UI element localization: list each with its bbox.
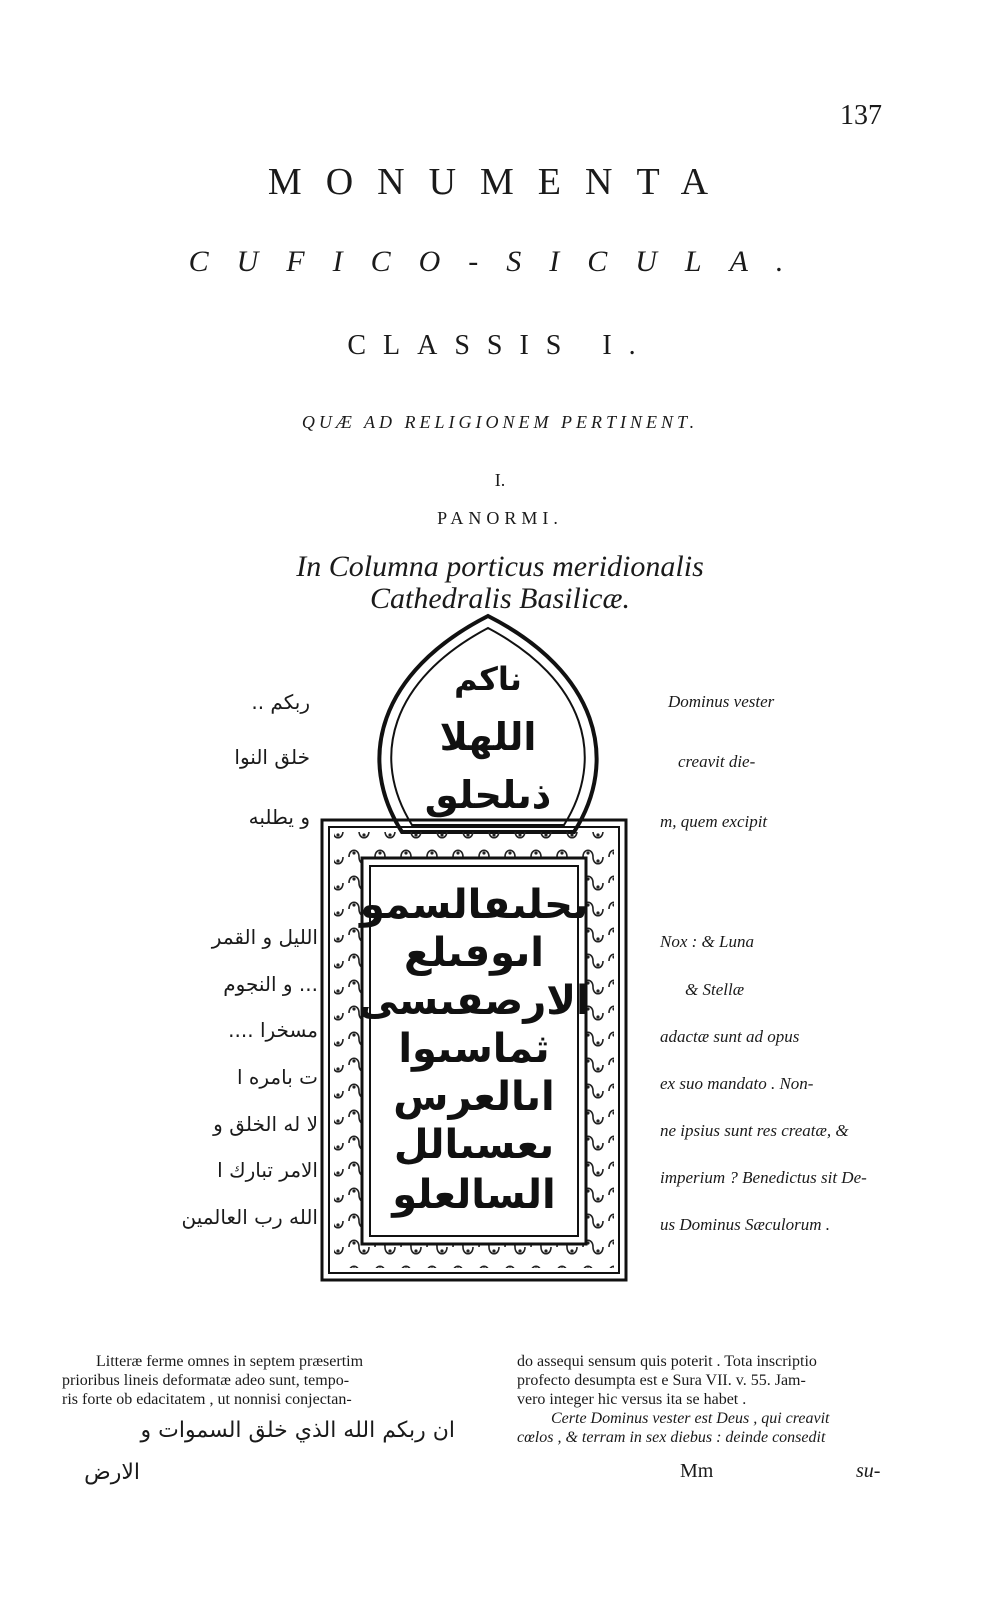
commentary-left — [62, 1352, 477, 1409]
arabic-line: مسخرا .... — [228, 1018, 318, 1042]
item-numeral: I. — [494, 470, 506, 490]
panel-line: ىحلىٯالسمو — [360, 882, 588, 928]
latin-line: & Stellæ — [685, 980, 745, 999]
arabic-line: الليل و القمر — [211, 925, 318, 949]
commentary-line: do assequi sensum quis poterit . Tota inscriptio — [517, 1353, 817, 1370]
latin-line: imperium ? Benedictus sit De- — [660, 1168, 867, 1187]
place-heading: PANORMI. — [437, 508, 563, 528]
commentary-arabic: الارض — [84, 1460, 140, 1485]
latin-line: Dominus vester — [668, 692, 775, 711]
panel-line: السالعلو — [392, 1172, 556, 1218]
arabic-line: و يطلبه — [248, 805, 310, 829]
location-line-2: Cathedralis Basilicæ. — [369, 582, 630, 615]
commentary-right — [517, 1352, 912, 1447]
panel-line: ثماسىوا — [398, 1026, 550, 1072]
arabic-line: الله رب العالمين — [181, 1205, 318, 1229]
commentary-line: ris forte ob edacitatem , ut nonnisi conjectan- — [62, 1391, 352, 1408]
commentary-line: prioribus lineis deformatæ adeo sunt, tempo- — [62, 1372, 350, 1389]
latin-line: m, quem excipit — [660, 812, 768, 831]
arabic-line: ت بامره ا — [237, 1065, 318, 1089]
commentary-line: Certe Dominus vester est Deus , qui creavit — [551, 1410, 830, 1427]
commentary-line: cœlos , & terram in sex diebus : deinde consedit — [517, 1429, 826, 1446]
arch-line: اللهلا — [439, 715, 537, 759]
inscription-drawing — [320, 610, 650, 1330]
page-number: 137 — [840, 100, 882, 131]
commentary-arabic: ان ربكم الله الذي خلق السموات و — [140, 1418, 455, 1443]
section-heading: QUÆ AD RELIGIONEM PERTINENT. — [301, 412, 699, 432]
classis-heading: CLASSIS I. — [347, 330, 653, 361]
arabic-line: ربكم .. — [251, 690, 310, 714]
panel-line: ىعسىالل — [393, 1122, 555, 1168]
panel-line: اىالعرس — [393, 1074, 555, 1120]
page-subtitle: CUFICO-SICULA. — [188, 245, 812, 278]
commentary-line: profecto desumpta est e Sura VII. v. 55. Jam- — [517, 1372, 806, 1389]
latin-line: Nox : & Luna — [660, 932, 754, 951]
arch-line: ناكم — [454, 660, 522, 698]
page-title: MONUMENTA — [267, 161, 733, 203]
panel-line: اىوٯىلع — [404, 930, 544, 976]
catchword: su- — [856, 1460, 881, 1482]
latin-line: ne ipsius sunt res creatæ, & — [660, 1121, 849, 1140]
arabic-line: الامر تبارك ا — [217, 1158, 318, 1182]
arabic-line: ... و النجوم — [223, 972, 318, 996]
arch-line: ذىلحلٯ — [424, 773, 552, 817]
commentary-line: Litteræ ferme omnes in septem præsertim — [96, 1353, 364, 1370]
location-line-1: In Columna porticus meridionalis — [296, 550, 704, 583]
latin-line: us Dominus Sæculorum . — [660, 1215, 831, 1234]
signature-mark: Mm — [680, 1460, 714, 1482]
commentary-line: vero integer hic versus ita se habet . — [517, 1391, 747, 1408]
panel-line: الارصڡىسى — [358, 978, 590, 1024]
latin-line: ex suo mandato . Non- — [660, 1074, 814, 1093]
latin-line: adactæ sunt ad opus — [660, 1027, 800, 1046]
latin-line: creavit die- — [678, 752, 756, 771]
arabic-line: خلق النوا — [234, 745, 310, 769]
arabic-line: لا له الخلق و — [213, 1112, 318, 1136]
